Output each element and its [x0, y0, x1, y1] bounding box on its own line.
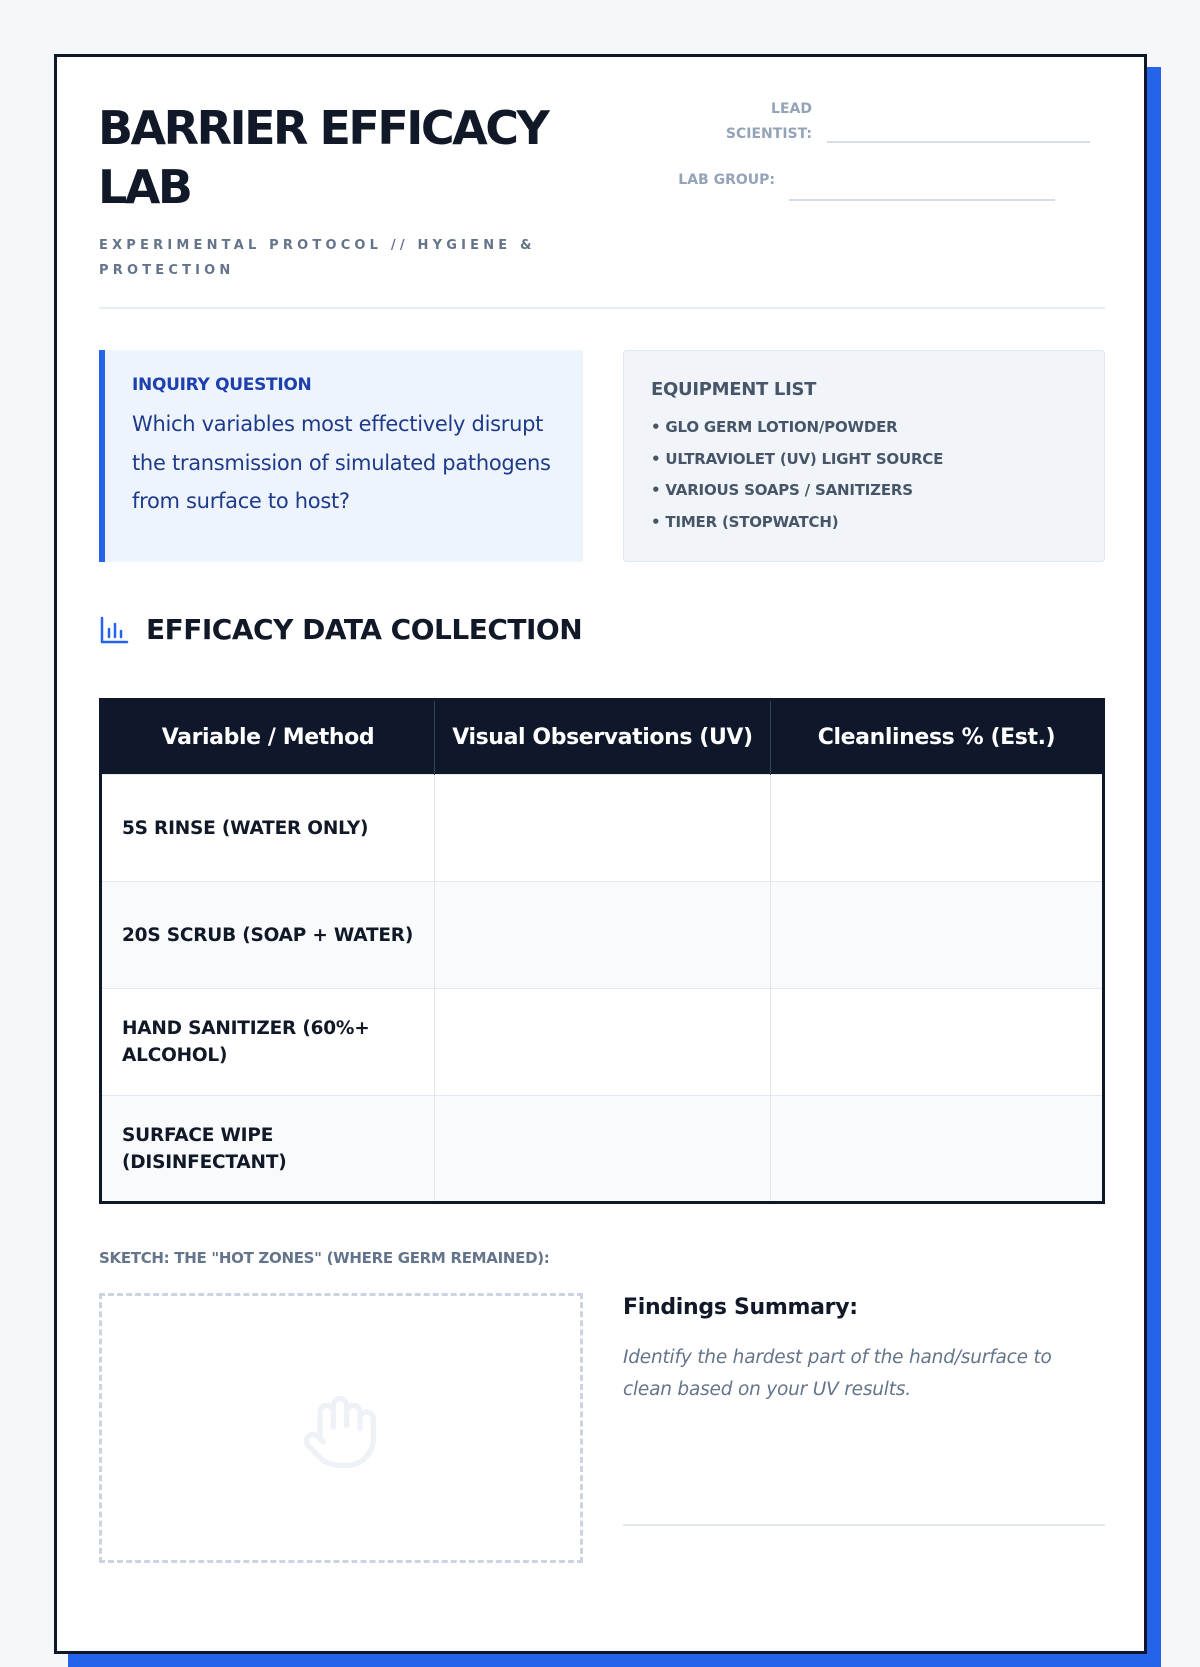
cleanliness-cell[interactable]	[770, 1096, 1103, 1203]
column-header: Variable / Method	[101, 700, 435, 775]
worksheet	[54, 54, 1147, 1654]
findings-prompt: Identify the hardest part of the hand/surface to clean based on your UV results.	[623, 1347, 1052, 1400]
column-header: Visual Observations (UV)	[434, 700, 770, 775]
equipment-item: • ULTRAVIOLET (UV) LIGHT SOURCE	[651, 449, 944, 468]
sketch-label: SKETCH: THE "HOT ZONES" (WHERE GERM REMAINED):	[99, 1249, 550, 1267]
page-title: BARRIER EFFICACY LAB	[98, 101, 548, 214]
section-heading	[99, 613, 582, 646]
equipment-panel	[623, 350, 1105, 562]
variable-cell: 5S RINSE (WATER ONLY)	[101, 775, 435, 882]
table-row	[101, 775, 1104, 882]
efficacy-table	[99, 698, 1105, 1204]
findings-answer-line[interactable]	[623, 1524, 1105, 1526]
equipment-item: • TIMER (STOPWATCH)	[651, 512, 839, 531]
page-subtitle: EXPERIMENTAL PROTOCOL // HYGIENE & PROTECTION	[99, 238, 536, 278]
equipment-heading: EQUIPMENT LIST	[651, 379, 817, 400]
variable-cell: SURFACE WIPE (DISINFECTANT)	[101, 1096, 435, 1203]
findings-heading: Findings Summary:	[623, 1295, 858, 1320]
section-title: EFFICACY DATA COLLECTION	[146, 613, 583, 646]
table-row	[101, 1096, 1104, 1203]
table-row	[101, 882, 1104, 989]
observation-cell[interactable]	[434, 989, 770, 1096]
inquiry-panel	[99, 350, 583, 562]
cleanliness-cell[interactable]	[770, 882, 1103, 989]
lead-scientist-field[interactable]	[827, 141, 1090, 143]
lab-group-label: LAB GROUP:	[678, 172, 775, 188]
sketch-area[interactable]	[99, 1293, 583, 1563]
lab-group-field[interactable]	[789, 199, 1055, 201]
column-header: Cleanliness % (Est.)	[770, 700, 1103, 775]
variable-cell: HAND SANITIZER (60%+ ALCOHOL)	[101, 989, 435, 1096]
hand-icon	[300, 1392, 380, 1472]
equipment-item: • VARIOUS SOAPS / SANITIZERS	[651, 481, 913, 499]
table-row	[101, 989, 1104, 1096]
table-header-row	[101, 700, 1104, 775]
equipment-item: • GLO GERM LOTION/POWDER	[651, 418, 898, 436]
cleanliness-cell[interactable]	[770, 775, 1103, 882]
observation-cell[interactable]	[434, 1096, 770, 1203]
bar-chart-icon	[99, 615, 129, 645]
inquiry-heading: INQUIRY QUESTION	[132, 375, 312, 395]
header-divider	[99, 307, 1105, 309]
inquiry-question: Which variables most effectively disrupt the transmission of simulated pathogens from surface to host?	[132, 412, 551, 513]
variable-cell: 20S SCRUB (SOAP + WATER)	[101, 882, 435, 989]
observation-cell[interactable]	[434, 882, 770, 989]
observation-cell[interactable]	[434, 775, 770, 882]
cleanliness-cell[interactable]	[770, 989, 1103, 1096]
lead-scientist-label: LEAD SCIENTIST:	[725, 101, 812, 142]
